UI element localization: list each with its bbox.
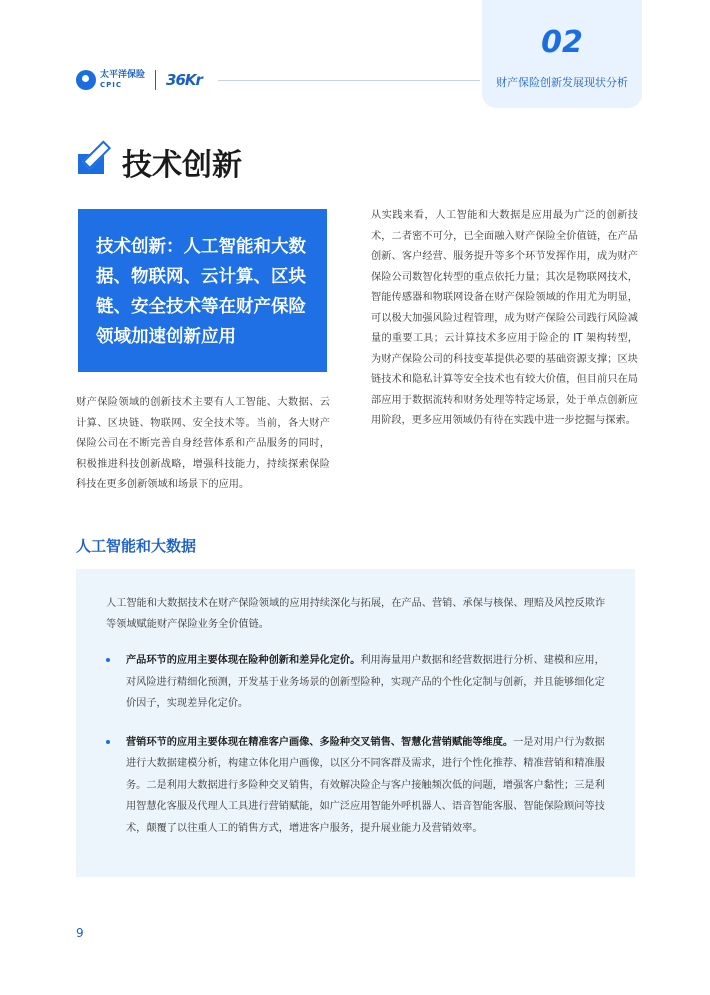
bullet-content [126,650,609,715]
left-paragraph: 财产保险领域的创新技术主要有人工智能、大数据、云计算、区块链、物联网、安全技术等。当前，各大财产保险公司在不断完善自身经营体系和产品服务的同时，积极推进科技创新战略，增强科技能力，持续探索保险科技在更多创新领域和场景下的应用。 [76,397,330,490]
bullet-item [106,650,609,715]
page-title: 技术创新 [122,148,242,183]
bullet-lead: 营销环节的应用主要体现在精准客户画像、多险种交叉销售、智慧化营销赋能等维度。 [126,736,514,748]
bullet-content [126,732,609,840]
logo-divider [155,70,156,90]
bullet-text: 一是对用户行为数据进行大数据建模分析，构建立体化用户画像，以区分不同客群及需求，进行个性化推荐、精准营销和精准服务。二是利用大数据进行多险种交叉销售，有效解决险企与客户接触频次低的问题，增强客户黏性；三是利用智慧化客服及代理人工具进行营销赋能，如广泛应用智能外呼机器人、语音智能客服、智能保险顾问等技术，颠覆了以往重人工的销售方式，增进客户服务，提升展业能力及营销效率。 [126,736,605,834]
highlight-box [78,209,327,372]
section-intro: 人工智能和大数据技术在财产保险领域的应用持续深化与拓展，在产品、营销、承保与核保、理赔及风控反欺诈等领域赋能财产保险业务全价值链。 [106,598,606,630]
pencil-icon [78,148,112,176]
chapter-number: 02 [541,25,583,60]
chapter-tab [482,0,642,108]
logo-cn: 太平洋保险 [100,70,146,80]
logo-en: CPIC [100,81,123,89]
bullet-dot-icon [106,740,110,744]
header-logo [76,70,202,90]
header-line [218,80,480,81]
title-block [78,140,242,184]
highlight-text: 技术创新：人工智能和大数据、物联网、云计算、区块链、安全技术等在财产保险领域加速创新应用 [96,237,306,347]
page-number: 9 [76,926,84,940]
chapter-title: 财产保险创新发展现状分析 [496,76,628,89]
bullet-lead: 产品环节的应用主要体现在险种创新和差异化定价。 [126,655,361,666]
cpic-logo-icon [76,70,96,90]
right-paragraph: 从实践来看，人工智能和大数据是应用最为广泛的创新技术，二者密不可分，已全面融入财产保险全价值链，在产品创新、客户经营、服务提升等多个环节发挥作用，成为财产保险公司数智化转型的重点依托力量；其次是物联网技术，智能传感器和物联网设备在财产保险领域的作用尤为明显，可以极大加强风险过程管理，成为财产保险公司践行风险减量的重要工具；云计算技术多应用于险企的 IT 架构转型，为财产保险公司的科技变革提供必要的基础资源支撑；区块链技术和隐私计算等安全技术也有较大价值，但目前只在局部应用于数据流转和财务处理等特定场景，处于单点创新应用阶段，更多应用领域仍有待在实践中进一步挖掘与探索。 [371,210,638,426]
info-box [76,569,635,877]
section-heading: 人工智能和大数据 [76,537,197,555]
bullet-dot-icon [106,658,110,662]
bullet-item [106,732,609,840]
bullet-text: 利用海量用户数据和经营数据进行分析、建模和应用，对风险进行精细化预测，开发基于业务场景的创新型险种，实现产品的个性化定制与创新，并且能够细化定价因子，实现差异化定价。 [126,655,605,709]
partner-logo: 36Kr [166,71,202,89]
cpic-logo-text [100,70,145,90]
